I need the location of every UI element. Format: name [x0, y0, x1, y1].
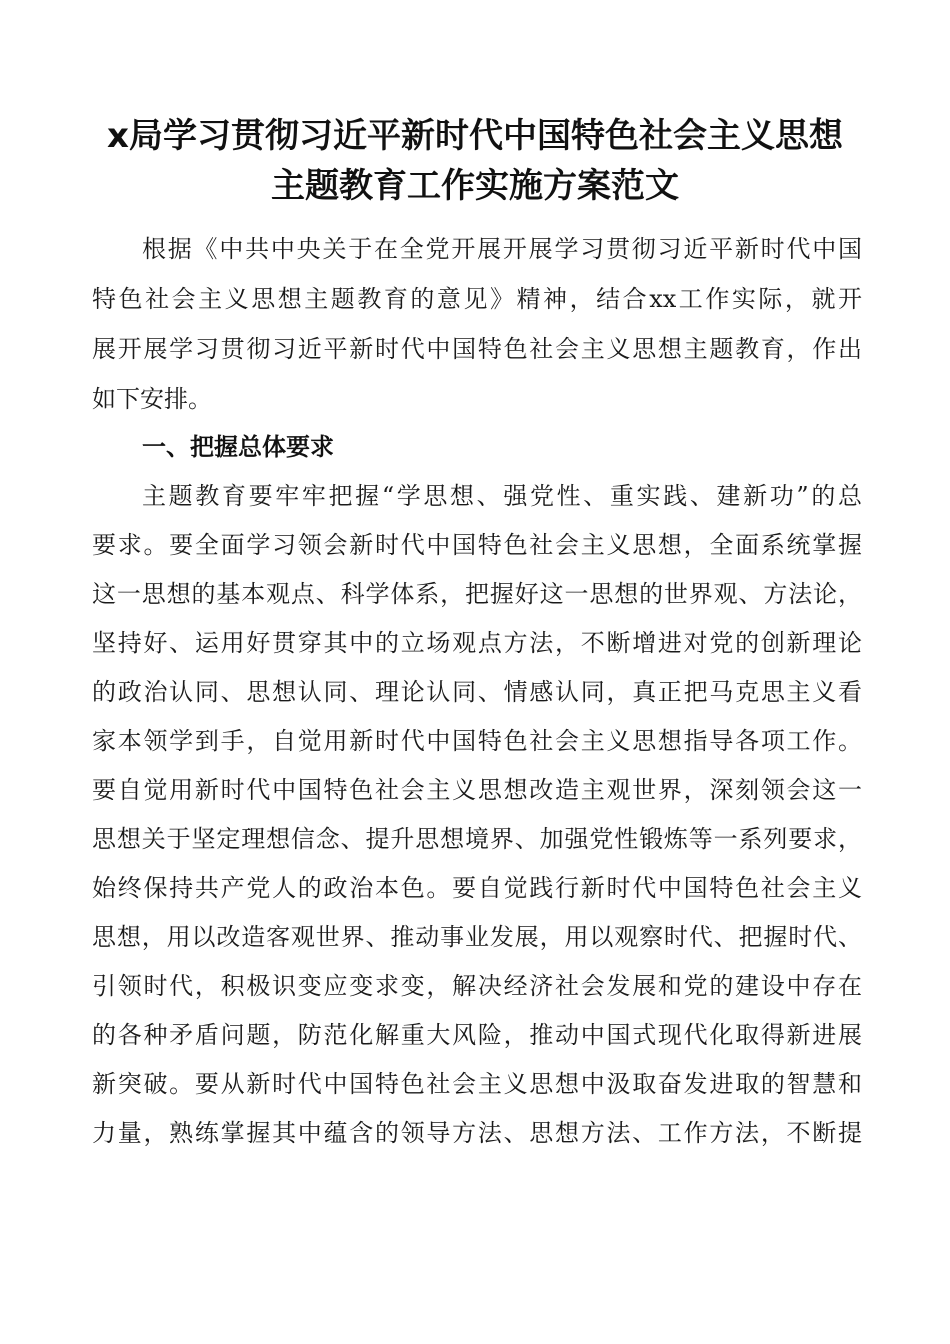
- intro-paragraph-line: 如下安排。: [92, 385, 212, 413]
- body-paragraph-line: 的政治认同、思想认同、理论认同、情感认同，真正把马克思主义看: [92, 678, 862, 706]
- body-paragraph-line: 始终保持共产党人的政治本色。要自觉践行新时代中国特色社会主义: [92, 874, 862, 902]
- body-paragraph-line: 的各种矛盾问题，防范化解重大风险，推动中国式现代化取得新进展: [92, 1021, 862, 1049]
- intro-paragraph-line: 根据《中共中央关于在全党开展开展学习贯彻习近平新时代中国: [142, 235, 862, 263]
- body-paragraph-line: 力量，熟练掌握其中蕴含的领导方法、思想方法、工作方法，不断提: [92, 1119, 862, 1147]
- document-title-line-1: x局学习贯彻习近平新时代中国特色社会主义思想: [107, 116, 843, 156]
- body-paragraph-line: 坚持好、运用好贯穿其中的立场观点方法，不断增进对党的创新理论: [92, 629, 862, 657]
- body-paragraph-line: 思想，用以改造客观世界、推动事业发展，用以观察时代、把握时代、: [92, 923, 862, 951]
- body-paragraph-line: 要自觉用新时代中国特色社会主义思想改造主观世界，深刻领会这一: [92, 776, 862, 804]
- intro-paragraph-line: 特色社会主义思想主题教育的意见》精神，结合xx工作实际，就开: [92, 285, 862, 313]
- body-paragraph-line: 这一思想的基本观点、科学体系，把握好这一思想的世界观、方法论，: [92, 580, 862, 608]
- body-paragraph-line: 要求。要全面学习领会新时代中国特色社会主义思想，全面系统掌握: [92, 531, 862, 559]
- body-paragraph-line: 主题教育要牢牢把握“学思想、强党性、重实践、建新功”的总: [142, 482, 862, 510]
- body-paragraph-line: 引领时代，积极识变应变求变，解决经济社会发展和党的建设中存在: [92, 972, 862, 1000]
- body-paragraph-line: 家本领学到手，自觉用新时代中国特色社会主义思想指导各项工作。: [92, 727, 862, 755]
- body-paragraph-line: 思想关于坚定理想信念、提升思想境界、加强党性锻炼等一系列要求，: [92, 825, 862, 853]
- intro-paragraph-line: 展开展学习贯彻习近平新时代中国特色社会主义思想主题教育，作出: [92, 335, 862, 363]
- section-heading: 一、把握总体要求: [142, 433, 334, 461]
- document-title-line-2: 主题教育工作实施方案范文: [271, 166, 679, 206]
- body-paragraph-line: 新突破。要从新时代中国特色社会主义思想中汲取奋发进取的智慧和: [92, 1070, 862, 1098]
